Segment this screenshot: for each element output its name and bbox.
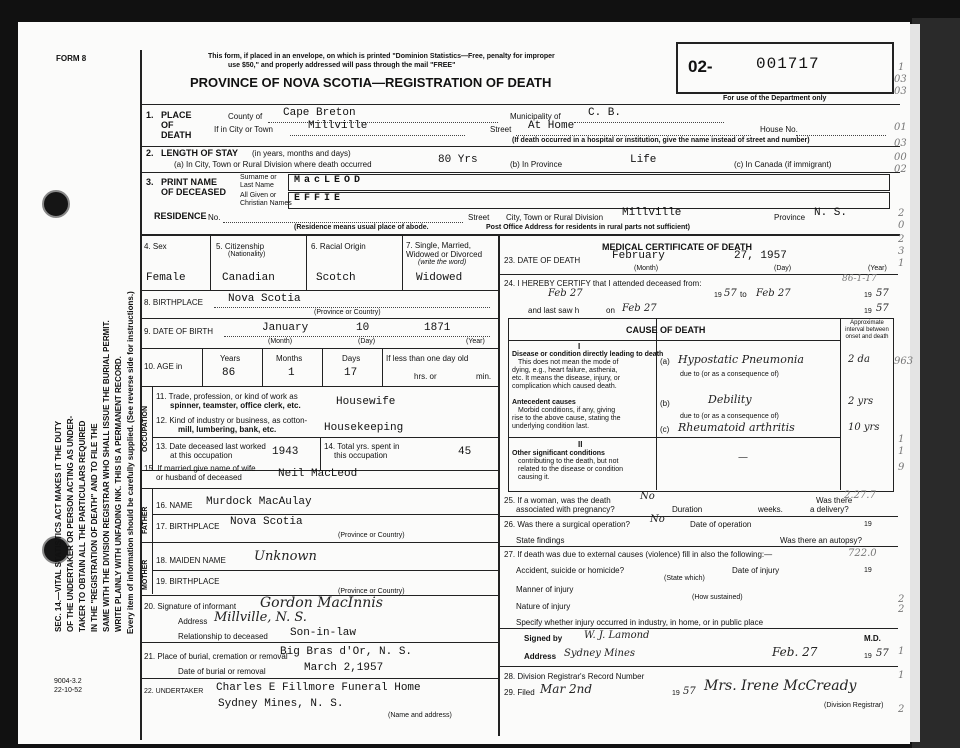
margin-code: 0	[898, 220, 905, 231]
day-note: (Day)	[358, 338, 376, 345]
filed-label: 29. Filed	[504, 688, 535, 697]
year-prefix: 19	[864, 308, 872, 315]
punch-hole	[42, 190, 70, 218]
dod-day: 27, 1957	[734, 250, 787, 262]
margin-code: 86-1-17	[842, 274, 877, 284]
birthplace-note: (Province or Country)	[314, 309, 381, 316]
postal-note-2: use $50," and properly addressed will pass through the mail "FREE"	[228, 62, 456, 69]
residence-street-label: Street	[468, 213, 490, 222]
side-instruction: OF THE UNDERTAKER OR PERSON ACTING AS UNDER-	[66, 415, 75, 632]
min-label: min.	[476, 372, 492, 381]
registration-prefix: 02-	[688, 57, 713, 76]
divider	[140, 172, 900, 173]
last-worked-label: 13. Date deceased last worked	[156, 442, 266, 451]
footer-code: 9004-3.2	[54, 678, 82, 685]
registration-number-box	[676, 42, 894, 94]
column-divider	[498, 234, 500, 736]
given-value: EFFIE	[294, 193, 345, 204]
industry-label: 12. Kind of industry or business, as cotton-	[156, 416, 308, 425]
street-label: Street	[490, 125, 512, 134]
how-sustained-note: (How sustained)	[692, 594, 743, 601]
delivery-label: a delivery?	[810, 505, 849, 514]
antecedent-label: Antecedent causes	[512, 399, 576, 406]
address-year: 57	[876, 648, 889, 659]
burial-place-value: Big Bras d'Or, N. S.	[280, 646, 413, 658]
marital-label: 7. Single, Married,	[406, 241, 471, 250]
manner-label: Manner of injury	[516, 585, 574, 594]
dept-note: For use of the Department only	[723, 95, 827, 102]
margin-code: 2	[898, 594, 905, 605]
dob-year: 1871	[424, 322, 451, 334]
cause-c-value: Rheumatoid arthritis	[678, 421, 795, 434]
stay-c-label: (c) In Canada (if immigrant)	[734, 160, 832, 169]
stay-b-label: (b) In Province	[510, 160, 563, 169]
sex-label: 4. Sex	[144, 242, 167, 251]
address-label: Address	[524, 652, 557, 661]
name-label: PRINT NAME	[161, 177, 217, 187]
signed-value: W. J. Lamond	[584, 630, 650, 641]
margin-code: 03	[894, 138, 907, 149]
margin-code: 1	[898, 434, 905, 445]
mother-birthplace-label: 19. BIRTHPLACE	[156, 577, 220, 586]
section-ii: II	[578, 440, 583, 449]
maiden-name-value: Unknown	[254, 549, 317, 564]
given-label: All Given or	[240, 192, 277, 199]
place-num: 1.	[146, 110, 154, 120]
margin-code: 2	[898, 604, 905, 615]
other-conditions-label: Other significant conditions	[512, 450, 605, 457]
cause-a-interval: 2 da	[848, 354, 870, 365]
city-label: If in City or Town	[214, 125, 273, 134]
informant-address-label: Address	[178, 617, 208, 626]
industry-label: mill, lumbering, bank, etc.	[178, 425, 277, 434]
margin-code: 03	[894, 74, 907, 85]
operation-date-label: Date of operation	[690, 520, 752, 529]
surname-label: Last Name	[240, 182, 274, 189]
cause-a-value: Hypostatic Pneumonia	[678, 353, 804, 366]
registrar-label: (Division Registrar)	[824, 702, 884, 709]
attended-from-year: 57	[724, 288, 737, 299]
margin-code: 9	[898, 462, 905, 473]
father-name-label: 16. NAME	[156, 501, 193, 510]
day-note: (Day)	[774, 265, 792, 272]
father-name-value: Murdock MacAulay	[206, 496, 312, 508]
year-prefix: 19	[864, 567, 872, 574]
margin-code: 1	[898, 670, 905, 681]
birthplace-label: 8. BIRTHPLACE	[144, 298, 203, 307]
informant-signature: Gordon MacInnis	[260, 595, 383, 611]
stay-num: 2.	[146, 148, 154, 158]
name-num: 3.	[146, 177, 154, 187]
side-instruction: SEC. 14.—VITAL STATISTICS ACT MAKES IT THE DUTY	[54, 420, 63, 632]
attended-to-year: 57	[876, 288, 889, 299]
place-note: (If death occurred in a hospital or institution, give the name instead of street and number)	[512, 137, 810, 144]
surgery-label: 26. Was there a surgical operation?	[504, 520, 630, 529]
given-label: Christian Names	[240, 200, 292, 207]
footer-code: 22-10-52	[54, 687, 83, 694]
relationship-label: Relationship to deceased	[178, 632, 268, 641]
address-date: Feb. 27	[772, 645, 818, 659]
age-months: 1	[288, 367, 295, 379]
margin-code: 1	[898, 258, 905, 269]
total-years-value: 45	[458, 446, 472, 458]
marital-note: (write the word)	[418, 259, 467, 266]
divider	[140, 234, 900, 236]
specify-label: Specify whether injury occurred in industry, in home, or in public place	[516, 618, 764, 627]
cause-a-prefix: (a)	[660, 357, 670, 366]
citizenship-note: (Nationality)	[228, 251, 266, 258]
cause-b-interval: 2 yrs	[848, 396, 874, 407]
page-title: PROVINCE OF NOVA SCOTIA—REGISTRATION OF DEATH	[190, 75, 552, 90]
name-label: OF DECEASED	[161, 187, 227, 197]
city-value: Millville	[308, 120, 368, 132]
last-worked-value: 1943	[272, 446, 299, 458]
certify-label: 24. I HEREBY CERTIFY that I attended deceased from:	[504, 279, 702, 288]
burial-place-label: 21. Place of burial, cremation or removal	[144, 652, 288, 661]
year-prefix: 19	[672, 690, 680, 697]
informant-label: 20. Signature of informant	[144, 602, 237, 611]
registration-number: 001717	[756, 55, 820, 73]
stay-label: LENGTH OF STAY	[161, 148, 239, 158]
filed-value: Mar 2nd	[540, 682, 593, 696]
form-left-border	[140, 50, 142, 740]
cause-c-prefix: (c)	[660, 425, 670, 434]
father-birthplace-value: Nova Scotia	[230, 516, 303, 528]
month-note: (Month)	[634, 265, 659, 272]
residence-province-value: N. S.	[814, 207, 848, 219]
due-to-label: due to (or as a consequence of)	[680, 413, 779, 420]
racial-label: 6. Racial Origin	[311, 242, 366, 251]
margin-code: 1	[898, 62, 905, 73]
spouse-label: 15. If married give name of wife	[144, 464, 256, 473]
antecedent-label: rise to the above cause, stating the	[512, 415, 621, 422]
birthplace-value: Nova Scotia	[228, 293, 301, 305]
year-prefix: 19	[864, 292, 872, 299]
disease-label: Disease or condition directly leading to death	[512, 351, 664, 358]
residence-note: (Residence means usual place of abode.	[294, 224, 429, 231]
less-than-day-label: If less than one day old	[386, 354, 469, 363]
side-instruction: IN THE "REGISTRATION OF DEATH" AND TO FILE THE	[90, 423, 99, 632]
margin-code: 963	[894, 356, 914, 367]
last-saw-year: 57	[876, 303, 889, 314]
residence-province-label: Province	[774, 213, 806, 222]
division-record-label: 28. Division Registrar's Record Number	[504, 672, 645, 681]
side-instruction-note: Every item of information should be carefully supplied. (See reverse side for instructions.)	[126, 291, 135, 634]
margin-code: 1	[898, 646, 905, 657]
stay-a-label: (a) In City, Town or Rural Division where death occurred	[174, 160, 372, 169]
undertaker-value: Charles E Fillmore Funeral Home	[216, 682, 421, 694]
spouse-label: or husband of deceased	[156, 473, 242, 482]
residence-note: Post Office Address for residents in rural parts not sufficient)	[486, 224, 690, 231]
pregnancy-label: 25. If a woman, was the death	[504, 496, 611, 505]
signed-label: Signed by	[524, 634, 563, 643]
marital-label: Widowed or Divorced	[406, 250, 483, 259]
surname-value: MacLEOD	[294, 175, 365, 186]
total-years-label: 14. Total yrs. spent in	[324, 442, 400, 451]
marital-value: Widowed	[416, 272, 463, 284]
year-note: (Year)	[466, 338, 485, 345]
autopsy-label: Was there an autopsy?	[780, 536, 862, 545]
trade-label: 11. Trade, profession, or kind of work as	[156, 392, 298, 401]
duration-label: Duration	[672, 505, 703, 514]
father-side-label: FATHER	[142, 506, 149, 534]
residence-city-label: City, Town or Rural Division	[506, 213, 604, 222]
maiden-name-label: 18. MAIDEN NAME	[156, 556, 226, 565]
last-saw-on: on	[606, 306, 615, 315]
weeks-label: weeks.	[758, 505, 783, 514]
cause-b-value: Debility	[708, 393, 752, 406]
registrar-signature: Mrs. Irene McCready	[704, 678, 857, 694]
other-conditions-label: causing it.	[518, 474, 550, 481]
father-birthplace-label: 17. BIRTHPLACE	[156, 522, 220, 531]
residence-city-value: Millville	[622, 207, 682, 219]
medical-title: MEDICAL CERTIFICATE OF DEATH	[602, 242, 752, 252]
to-label: to	[740, 290, 747, 299]
pregnancy-value: No	[640, 491, 655, 502]
death-registration-form	[18, 22, 914, 744]
nature-label: Nature of injury	[516, 602, 571, 611]
province-note: (Province or Country)	[338, 532, 405, 539]
margin-code: 01	[894, 122, 907, 133]
trade-value: Housewife	[336, 396, 396, 408]
antecedent-label: underlying condition last.	[512, 423, 590, 430]
occupation-side-label: OCCUPATION	[142, 405, 149, 452]
antecedent-label: Morbid conditions, if any, giving	[518, 407, 616, 414]
province-note: (Province or Country)	[338, 588, 405, 595]
citizenship-label: 5. Citizenship	[216, 242, 265, 251]
last-worked-label: at this occupation	[170, 451, 233, 460]
year-prefix: 19	[864, 521, 872, 528]
municipality-label: Municipality of	[510, 112, 561, 121]
findings-label: State findings	[516, 536, 565, 545]
disease-label: dying, e.g., heart failure, asthenia,	[512, 367, 618, 374]
margin-code: 1	[898, 446, 905, 457]
sex-value: Female	[146, 272, 186, 284]
name-address-note: (Name and address)	[388, 712, 452, 719]
total-years-label: this occupation	[334, 451, 388, 460]
age-days: 17	[344, 367, 358, 379]
margin-code: 2	[898, 234, 905, 245]
disease-label: complication which caused death.	[512, 383, 617, 390]
stay-label-note: (in years, months and days)	[252, 149, 351, 158]
side-instruction: WRITE PLAINLY WITH UNFADING INK. THIS IS A PERMANENT RECORD.	[114, 356, 123, 632]
pregnancy-label: associated with pregnancy?	[516, 505, 615, 514]
interval-title: Approximate interval between onset and death	[845, 320, 889, 340]
last-saw-date: Feb 27	[622, 303, 657, 314]
margin-code: 2	[898, 208, 905, 219]
age-years: 86	[222, 367, 236, 379]
house-label: House No.	[760, 125, 798, 134]
residence-label: RESIDENCE	[154, 211, 207, 221]
divider	[140, 104, 900, 105]
margin-code: 02	[894, 164, 907, 175]
surname-label: Surname or	[240, 174, 277, 181]
cause-title: CAUSE OF DEATH	[626, 325, 706, 335]
side-instruction: SAME WITH THE DIVISION REGISTRAR WHO SHALL ISSUE THE BURIAL PERMIT.	[102, 320, 111, 632]
given-boxes	[288, 192, 890, 209]
months-label: Months	[276, 354, 303, 363]
date-of-death-label: 23. DATE OF DEATH	[504, 256, 581, 265]
mother-side-label: MOTHER	[142, 559, 149, 590]
other-conditions-label: related to the disease or condition	[518, 466, 624, 473]
margin-code: 2	[898, 704, 905, 715]
county-value: Cape Breton	[283, 107, 356, 119]
dob-label: 9. DATE OF BIRTH	[144, 327, 214, 336]
relationship-value: Son-in-law	[290, 627, 357, 639]
filed-year: 57	[683, 686, 696, 697]
margin-code: 722.0	[848, 548, 877, 559]
md-label: M.D.	[864, 634, 881, 643]
trade-label: spinner, teamster, office clerk, etc.	[170, 401, 301, 410]
accident-label: Accident, suicide or homicide?	[516, 566, 625, 575]
injury-date-label: Date of injury	[732, 566, 780, 575]
cause-b-prefix: (b)	[660, 399, 670, 408]
delivery-label: Was there	[816, 496, 853, 505]
attended-from: Feb 27	[548, 288, 583, 299]
margin-code: 00	[894, 152, 907, 163]
margin-code: 03	[894, 86, 907, 97]
dod-month: February	[612, 250, 665, 262]
county-label: County of	[228, 112, 263, 121]
hrs-label: hrs. or	[414, 372, 437, 381]
citizenship-value: Canadian	[222, 272, 275, 284]
age-label: 10. AGE in	[144, 362, 183, 371]
month-note: (Month)	[268, 338, 293, 345]
external-causes-label: 27. If death was due to external causes (violence) fill in also the following:—	[504, 550, 773, 559]
place-label: DEATH	[161, 130, 192, 140]
undertaker-label: 22. UNDERTAKER	[144, 688, 204, 695]
divider	[140, 146, 900, 147]
state-which-note: (State which)	[664, 575, 705, 582]
spouse-value: Neil MacLeod	[278, 468, 358, 480]
residence-no-label: No.	[208, 213, 221, 222]
racial-value: Scotch	[316, 272, 356, 284]
other-conditions-value: —	[738, 452, 748, 463]
years-label: Years	[220, 354, 241, 363]
municipality-value: C. B.	[588, 107, 622, 119]
side-instruction: TAKER TO OBTAIN ALL THE PARTICULARS REQUIRED	[78, 420, 87, 632]
place-label: PLACE	[161, 110, 192, 120]
disease-label: etc. It means the disease, injury, or	[512, 375, 621, 382]
undertaker-address: Sydney Mines, N. S.	[218, 698, 344, 710]
address-value: Sydney Mines	[564, 648, 636, 659]
margin-code: 2.27.7	[844, 490, 876, 501]
street-value: At Home	[528, 120, 575, 132]
surgery-value: No	[650, 514, 665, 525]
dob-month: January	[262, 322, 309, 334]
last-saw-label: and last saw h	[528, 306, 580, 315]
cause-c-interval: 10 yrs	[848, 422, 880, 433]
due-to-label: due to (or as a consequence of)	[680, 371, 779, 378]
postal-note-1: This form, if placed in an envelope, on which is printed "Dominion Statistics—Free, penalty for improper	[208, 53, 555, 60]
days-label: Days	[342, 354, 361, 363]
place-label: OF	[161, 120, 174, 130]
attended-to: Feb 27	[756, 288, 791, 299]
stay-a-value: 80 Yrs	[438, 154, 478, 166]
disease-label: This does not mean the mode of	[518, 359, 619, 366]
dob-day: 10	[356, 322, 370, 334]
section-i: I	[578, 342, 581, 351]
year-note: (Year)	[868, 265, 887, 272]
other-conditions-label: contributing to the death, but not	[518, 458, 619, 465]
burial-date-value: March 2,1957	[304, 662, 384, 674]
surname-boxes	[288, 174, 890, 191]
form-number: FORM 8	[56, 54, 87, 63]
industry-value: Housekeeping	[324, 422, 404, 434]
paper-stack-edge	[910, 24, 920, 742]
year-prefix: 19	[864, 653, 872, 660]
year-prefix: 19	[714, 292, 722, 299]
margin-code: 3	[898, 246, 905, 257]
burial-date-label: Date of burial or removal	[178, 667, 266, 676]
stay-b-value: Life	[630, 154, 657, 166]
informant-address-value: Millville, N. S.	[214, 610, 307, 625]
